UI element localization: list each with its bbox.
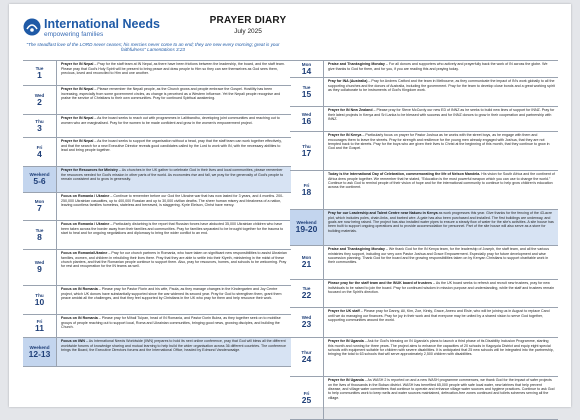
entry-date-number: 16 bbox=[301, 115, 312, 126]
logo bbox=[23, 14, 183, 44]
entry-body: – Continue to remember before our God the Ukraine war that has now lasted for 3 years, and 4 months. 200-250,000 Ukrainian casualties, up to 400,000 Russian and up to 30,000 civilian deaths. The sheer human misery and bleakness of a nation, leaving countless families homeless, stateless and bereaved, is staggering. Kyrie Eleison, Christ have mercy. bbox=[61, 194, 284, 207]
entry-body: – As the board seeks to reach out with programmes in Lalitbandhu, developing joint communities and reaching out to women who are marginalised. Pray for the women to be made confident and grow in the women's empowerment project. bbox=[61, 116, 280, 125]
entry-text bbox=[324, 107, 558, 131]
left-column bbox=[23, 60, 291, 367]
entry-text bbox=[324, 246, 558, 279]
entry-text bbox=[324, 78, 558, 106]
entry-day: Fri bbox=[303, 390, 310, 396]
entry-date bbox=[23, 138, 57, 166]
entry-date-number: 3 bbox=[37, 122, 42, 133]
entry-text bbox=[324, 280, 558, 307]
entry-date-number: 8 bbox=[37, 231, 42, 242]
entry-date-number: 11 bbox=[35, 322, 44, 333]
entry-date bbox=[23, 338, 57, 366]
entry-date-number: 15 bbox=[301, 88, 312, 99]
diary-entry bbox=[290, 106, 558, 131]
entry-date bbox=[23, 286, 57, 314]
entry-body: as work progresses this year. Give thanks for the fencing of the 43-acre plot, which includes poles, chain-links, and barbed wire. A gate has also been purchased and installed. The first buildings are underway, and goals are now being raised. The project has also installed water pipes to ensure a steady flow of water for the site's activities. A site house has been built to support ongoing operations and to provide accommodation for personnel. Part of the site house will also serve as a store for building materials. bbox=[328, 211, 554, 233]
diary-entry bbox=[23, 314, 291, 337]
entry-date bbox=[23, 193, 57, 220]
entry-title: Focus on Romania / Ukraine bbox=[61, 194, 110, 199]
entry-date bbox=[290, 338, 324, 376]
entry-date bbox=[23, 115, 57, 137]
bible-verse: "The steadfast love of the LORD never ceases; his mercies never come to an end; they are new every morning; great is your faithfulness" Lamentations 3:23 bbox=[26, 42, 280, 53]
entry-day: Fri bbox=[36, 144, 43, 150]
entry-date-number: 2 bbox=[37, 96, 42, 107]
entry-text bbox=[57, 193, 291, 220]
entry-body: – As International Needs Worldwide (IWN) prepares to hold its next online conference, pray that God will bless all the different worldwide forums of knowledge sharing and mutual learning to help build the wider organisation across 36 different countries. The conference brings the Board, the Executive Directors forums and the International Office, headed by Edmond Vanderwaalge. bbox=[61, 339, 287, 352]
diary-entry bbox=[290, 337, 558, 376]
entry-date bbox=[23, 86, 57, 114]
entry-body: – We thank God for the IN Kenya team, for the leadership of Joseph, the staff team, and all the various ministries they support, including our very own Pastor Joshua and Grace Empowerment. Especially pray for future development and wise succession planning. Thank God for the board and the growing responsibilities taken on by Kenyan Christians to support charitable work in their communities. bbox=[328, 247, 549, 265]
entry-text bbox=[324, 308, 558, 337]
entry-date bbox=[23, 61, 57, 85]
right-column bbox=[290, 60, 558, 420]
entry-title: Pray for INA (Australia) bbox=[328, 79, 368, 84]
entry-body: – For all donors and supporters who actively and prayerfully back the work of IN across the globe. We give thanks to God for them, and for you, if you are reading this and praying today. bbox=[328, 62, 548, 71]
entry-text bbox=[57, 250, 291, 285]
entry-date bbox=[23, 250, 57, 285]
entry-text bbox=[324, 210, 558, 245]
entry-body: – Pray for Andrew Catford and the team in Melbourne, as they communicate the impact of IN's work globally to all the supporting churches and the donors of Australia, including the government. Pray for the team to develop close bonds and a great working spirit as they collaborate to be instruments of God's Kingdom work. bbox=[328, 79, 555, 92]
entry-day: Wed bbox=[301, 315, 312, 321]
entry-day: Thur bbox=[301, 349, 312, 355]
entry-title: Pray for our Leadership and Talent Centre near Nakuru in Kenya bbox=[328, 211, 438, 216]
entry-body: – As churches in the UK gather to celebrate God in their lives and local communities, please remember the resources needed for God's mission in other parts of the world. As economies rise and fall, we pray for the generosity of God's people to remain consistent and to grow in generosity. bbox=[61, 168, 284, 181]
entry-date bbox=[290, 308, 324, 337]
entry-date-number: 25 bbox=[301, 394, 312, 405]
entry-title: Today is the International Day of Celebration, commemorating the life of Nelson Mandela. bbox=[328, 172, 481, 177]
entry-date-number: 24 bbox=[301, 353, 312, 364]
entry-body: – Please pray for Mihail Tulpan, head of IN Romania, and Pastor Dorin Bulea, as they together seek on to mobilise groups of people reaching out to support local, Roma and Ukrainian communities, bringing good news, growing disciples, and building the Church. bbox=[61, 316, 281, 329]
entry-date bbox=[290, 78, 324, 106]
entry-text bbox=[324, 132, 558, 170]
entry-title: Focus on IN Romania bbox=[61, 287, 98, 292]
diary-entry bbox=[290, 131, 558, 170]
entry-title: Focus on Romania/Ukraine bbox=[61, 251, 108, 256]
entry-day: Tue bbox=[35, 227, 44, 233]
entry-title: Prayer for IN Uganda bbox=[328, 378, 364, 383]
entry-body: – As the UK board seeks to refresh and recruit new trustees, pray for new individuals to be raised to join the board. Pray for continued wisdom in mission purpose and understanding, while the staff and trustees remain focused on the Spirit's direction. bbox=[328, 281, 555, 294]
entry-title: Focus on IN Romania bbox=[61, 316, 98, 321]
entry-body: – Please pray for Pastor Florin and his wife, Paula, as they manage changes in the Kindergarten and Joy Centre project, which UK donors have substantially supported since the war widened its second year. Pray for God to strengthen them, grant them peace amidst all the challenges, and that they feel supported by Christians in the UK who pray for them and help resource their work. bbox=[61, 287, 282, 300]
entry-text bbox=[57, 315, 291, 337]
entry-body: – Please remember the Nepali people, as the Church grows and people embrace the Gospel. Hostility has been increasing, especially from some government circles, as change is perceived as a Western influence. Yet the Nepali people recognise and praise the service of Christians to their own communities. Pray for continued Spiritual awakening. bbox=[61, 87, 281, 100]
entry-body: His vision for South Africa and the continent of Africa drew people together. We remember that he stated, "Education is the most powerful weapon which you can use to change the world." Continue to ask God to remind people of their vision of hope and for the international community to continue to help grow children's education across the continent. bbox=[328, 172, 555, 190]
entry-date bbox=[290, 246, 324, 279]
brand-tagline: empowering families bbox=[44, 31, 104, 38]
entry-title: Praise and Thanksgiving Monday bbox=[328, 62, 385, 67]
entry-text bbox=[57, 286, 291, 314]
entry-day: Thu bbox=[35, 292, 44, 298]
diary-entry bbox=[290, 307, 558, 337]
entry-date-number: 22 bbox=[301, 290, 312, 301]
entry-text bbox=[324, 377, 558, 419]
entry-text bbox=[57, 138, 291, 166]
entry-day: Wed bbox=[301, 111, 312, 117]
entry-body: – Please pray for Danny, Ali, Kim, Zoe, Kirsty, Grace, Aneeu and Elsie, who will be joining us in August to replace Carol until we do managing our finances. Pray for joy in their work and that everyone may be united by a shared vision to serve God together, supporting communities around the world. bbox=[328, 309, 550, 322]
entry-date-number: 10 bbox=[34, 296, 45, 307]
entry-text bbox=[57, 338, 291, 366]
entry-day: Tue bbox=[35, 65, 44, 71]
entry-body: – As WASH 2 is reported on and a new WASH programme commences, we thank God for the impact of safer projects on the lives of thousands in the Bukwo district. WASH has benefited 65,000 people with safe local water, new latrines that help prevent disease, and village water committees that continue to operate and enhance village water sources and hygiene practices. Continue to ask God to help communities work to keep wells and water sources maintained, defecation-free zones continued and toilets schemes serving all the village. bbox=[328, 378, 555, 400]
diary-entry bbox=[23, 60, 291, 85]
entry-date bbox=[290, 61, 324, 77]
entry-day: Mon bbox=[301, 61, 312, 67]
entry-text bbox=[57, 221, 291, 249]
entry-day: Wed bbox=[34, 260, 45, 266]
entry-date-number: 14 bbox=[301, 65, 312, 76]
entry-day: Mon bbox=[34, 199, 45, 205]
entry-day: Fri bbox=[36, 318, 43, 324]
diary-entry bbox=[23, 220, 291, 249]
diary-entry bbox=[290, 209, 558, 245]
prayer-diary-page bbox=[9, 4, 571, 407]
international-needs-logo-icon bbox=[23, 18, 41, 36]
entry-title: Prayer for IN Nepal bbox=[61, 87, 94, 92]
page-subtitle: July 2025 bbox=[234, 28, 262, 35]
entry-date-number: 5-6 bbox=[33, 176, 46, 187]
entry-date bbox=[23, 167, 57, 192]
entry-date-number: 12-13 bbox=[28, 348, 51, 359]
entry-title: Prayer for IN Nepal bbox=[61, 62, 94, 67]
entry-date-number: 1 bbox=[37, 69, 42, 80]
entry-date bbox=[290, 132, 324, 170]
entry-body: – Please pray for Steve McCurdy our new ED of INNZ as he seeks to build new lines of support for INNZ. Pray for their latest projects in Kenya and Sri Lanka to be blessed with success and for INNZ donors to grow in their cooperation and partnership with INNZ. bbox=[328, 108, 555, 121]
diary-entry bbox=[23, 337, 291, 367]
diary-entry bbox=[290, 170, 558, 209]
entry-date-number: 23 bbox=[301, 319, 312, 330]
entry-title: Prayer for IN Kenya bbox=[328, 133, 362, 138]
entry-date bbox=[23, 221, 57, 249]
entry-text bbox=[324, 338, 558, 376]
diary-entry bbox=[290, 279, 558, 307]
entry-date bbox=[290, 377, 324, 419]
diary-entry bbox=[290, 77, 558, 106]
diary-entry bbox=[23, 85, 291, 114]
diary-entry bbox=[290, 245, 558, 279]
entry-body: – As the board seeks to support the organisation without a head, pray that the staff team can work together effectively, and that the search for a new Executive Director reveals good candidates called by the Lord to work with IN, with the necessary abilities to lead and bring people together. bbox=[61, 139, 282, 152]
diary-entry bbox=[23, 137, 291, 166]
entry-body: – Pray for the staff team at IN Nepal, as there have been frictions between the leadership, the board, and the staff team. Please pray that God's Holy Spirit will be present to bring peace and draw people to Him so they can see themselves as God sees them, precious, loved and reconciled to Him and one another. bbox=[61, 62, 285, 75]
entry-title: Praise and Thanksgiving Monday bbox=[328, 247, 385, 252]
entry-date-number: 17 bbox=[301, 147, 312, 158]
diary-entry bbox=[23, 285, 291, 314]
entry-body: – Ask for God's blessing on IN Uganda's plans to launch a third phase of its Disability Inclusion Programme, starting this month and running for three years. The project aims to enhance the capacities of 20 schools in Kagoyola District and equip eight special schools with equipment suitable for children with severe disabilities. It is anticipated that 25 new schools will be integrated into the partnership, bringing the total to 63 schools that will serve approximately 2,500 children with disabilities. bbox=[328, 339, 554, 357]
entry-day: Weekend bbox=[296, 220, 317, 226]
entry-body: – Particularly focus on prayer for Pastor Joshua as he works with the street boys, as he engage with them and encourages them to leave the streets. Pray for strength and resilience for the young men already engaged with Joshua, that they are not tempted back to the streets. Pray for the boys who are given their lives to Christ at the beginning of this month, that they continue to grow in God and the Gospel. bbox=[328, 133, 550, 151]
entry-body: – Particularly disturbing is the report that Russian forces have abducted 35,000 Ukrainian children who have been taken across the border away from their families and communities. Pray for families separated to be brought together for the trauma to start to heal and for ongoing negotiations and diplomacy to bring the wider conflict to an end. bbox=[61, 222, 284, 235]
entry-day: Weekend bbox=[29, 344, 50, 350]
entry-date-number: 21 bbox=[301, 259, 312, 270]
entry-date bbox=[290, 280, 324, 307]
brand-name: International Needs bbox=[44, 17, 160, 31]
entry-text bbox=[57, 115, 291, 137]
entry-title: Focus on Romania / Ukraine bbox=[61, 222, 110, 227]
entry-title: Prayer for IN Nepal bbox=[61, 116, 94, 121]
entry-day: Wed bbox=[34, 92, 45, 98]
entry-day: Fri bbox=[303, 182, 310, 188]
entry-day: Tue bbox=[302, 84, 311, 90]
entry-text bbox=[57, 86, 291, 114]
diary-header bbox=[23, 12, 557, 54]
entry-day: Thu bbox=[35, 118, 44, 124]
entry-text bbox=[57, 61, 291, 85]
entry-date-number: 19-20 bbox=[295, 224, 318, 235]
entry-text bbox=[57, 167, 291, 192]
entry-date-number: 7 bbox=[37, 203, 42, 214]
diary-entry bbox=[23, 192, 291, 220]
diary-entry bbox=[23, 114, 291, 137]
entry-day: Weekend bbox=[29, 172, 50, 178]
diary-entry bbox=[290, 60, 558, 77]
entry-date bbox=[290, 210, 324, 245]
entry-date-number: 4 bbox=[37, 148, 42, 159]
entry-date-number: 9 bbox=[37, 264, 42, 275]
entry-day: Mon bbox=[301, 255, 312, 261]
entry-title: Prayer for IN Uganda bbox=[328, 339, 364, 344]
diary-entry bbox=[23, 166, 291, 192]
entry-date bbox=[23, 315, 57, 337]
entry-title: Prayer for Resources for Ministry bbox=[61, 168, 118, 173]
entry-title: Prayer for IN Nepal bbox=[61, 139, 94, 144]
entry-title: Focus on IWN bbox=[61, 339, 85, 344]
entry-text bbox=[324, 171, 558, 209]
entry-day: Thu bbox=[302, 143, 311, 149]
entry-text bbox=[324, 61, 558, 77]
entry-title: Prayer for IN New Zealand bbox=[328, 108, 373, 113]
diary-entry bbox=[290, 376, 558, 420]
entry-title: Prayer for UK staff bbox=[328, 309, 360, 314]
page-title: PRAYER DIARY bbox=[209, 15, 287, 26]
diary-entry bbox=[23, 249, 291, 285]
entry-date bbox=[290, 107, 324, 131]
entry-date bbox=[290, 171, 324, 209]
entry-date-number: 18 bbox=[301, 186, 312, 197]
entry-body: – Pray for our church partners in Romania, who have taken on significant new responsibilities to assist Ukrainian families, women, and children in rebuilding their lives there. Pray that they are able to settle into their Kiyeth, ministering in the midst of these church planters, and that the Romanian people continue to support them. Also, pray for resources, homes, and schools to be welcoming. Pray for rest and recuperation for the IN teams as well. bbox=[61, 251, 287, 269]
entry-day: Tue bbox=[302, 286, 311, 292]
entry-title: Please pray for the staff team and the INUK board of trustees bbox=[328, 281, 433, 286]
